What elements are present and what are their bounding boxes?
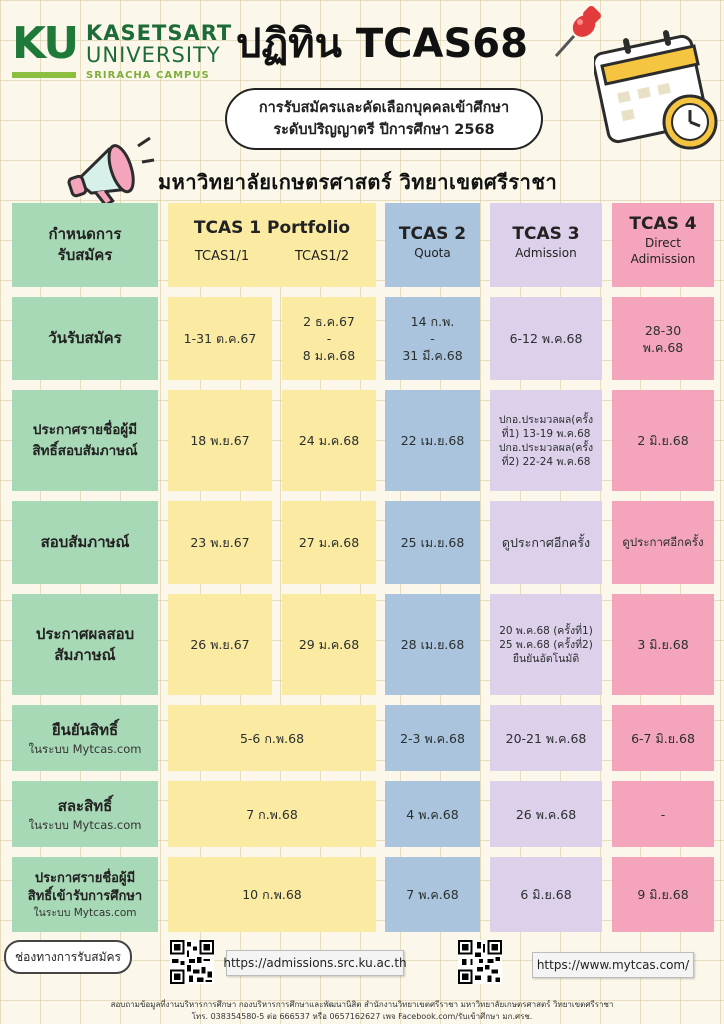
- cell-interview-result-tcas12: [282, 594, 376, 695]
- cell-value: 24 ม.ค.68: [298, 433, 360, 448]
- header-tcas2-sub: Quota: [414, 246, 451, 260]
- row-label-text: สัมภาษณ์: [54, 645, 116, 664]
- cell-waive-tcas1: [168, 781, 376, 847]
- row-label-text: ประกาศรายชื่อผู้มี: [32, 421, 138, 438]
- cell-interview-result-tcas4: [612, 594, 714, 695]
- cell-value: 6-7 มิ.ย.68: [631, 730, 695, 746]
- cell-final-list-tcas2: [385, 857, 480, 932]
- footer-line1: สอบถามข้อมูลที่งานบริหารการศึกษา กองบริหารการศึกษาและพัฒนานิสิต สำนักงานวิทยาเขตศรีราชา มหาวิทยาลัยเกษตรศาสตร์ วิทยาเขตศรีราชา: [110, 1000, 614, 1009]
- cell-value: ที่2) 22-24 พ.ค.68: [501, 455, 591, 468]
- cell-value: -: [660, 806, 666, 822]
- cell-value: 2 มิ.ย.68: [637, 433, 689, 448]
- header-label-line2: รับสมัคร: [57, 246, 113, 264]
- row-label-interview-list: [12, 390, 158, 491]
- row-label-sub: ในระบบ Mytcas.com: [33, 906, 137, 919]
- calendar-clock-icon: [594, 26, 720, 154]
- row-label-waive: [12, 781, 158, 847]
- logo-mark: KU: [12, 18, 78, 69]
- cell-value: 18 พ.ย.67: [190, 433, 250, 448]
- header-tcas4-sub2: Adimission: [630, 252, 696, 266]
- header-label-line1: กำหนดการ: [48, 225, 122, 243]
- row-label-confirm: [12, 705, 158, 771]
- cell-confirm-tcas4: [612, 705, 714, 771]
- qr-code-icon: [170, 940, 214, 984]
- row-label-sub: ในระบบ Mytcas.com: [28, 741, 142, 756]
- row-label-text: ประกาศรายชื่อผู้มี: [34, 870, 136, 886]
- header-tcas3-sub: Admission: [515, 246, 577, 260]
- cell-value: 9 มิ.ย.68: [637, 887, 689, 902]
- cell-value: 6 มิ.ย.68: [520, 887, 572, 902]
- cell-interview-list-tcas2: [385, 390, 480, 491]
- subtitle-box: [225, 88, 543, 150]
- cell-value: ที่1) 13-19 พ.ค.68: [501, 427, 591, 440]
- logo-campus: SRIRACHA CAMPUS: [86, 70, 210, 81]
- cell-value: 22 เม.ย.68: [400, 433, 465, 448]
- cell-interview-result-tcas2: [385, 594, 480, 695]
- cell-interview-tcas4: [612, 501, 714, 584]
- cell-confirm-tcas2: [385, 705, 480, 771]
- cell-value: 6-12 พ.ค.68: [509, 331, 583, 346]
- header-tcas1-sub2: TCAS1/2: [294, 249, 350, 264]
- footer-line2: โทร. 038354580-5 ต่อ 666537 หรือ 0657162627 เพจ Facebook.com/รับเข้าศึกษา มก.ศรช.: [191, 1012, 533, 1021]
- logo-bar: [12, 72, 76, 78]
- header-tcas4-title: TCAS 4: [629, 214, 697, 234]
- cell-value: 10 ก.พ.68: [242, 887, 302, 902]
- row-label-final-list: [12, 857, 158, 932]
- admissions-url-link[interactable]: https://admissions.src.ku.ac.th: [226, 950, 404, 976]
- subtitle-line2: ระดับปริญญาตรี ปีการศึกษา 2568: [273, 122, 495, 138]
- cell-final-list-tcas4: [612, 857, 714, 932]
- page-title: ปฏิทิน TCAS68: [236, 21, 528, 67]
- cell-value: ดูประกาศอีกครั้ง: [622, 535, 704, 549]
- cell-value: 2-3 พ.ค.68: [400, 730, 465, 746]
- cell-confirm-tcas1: [168, 705, 376, 771]
- cell-waive-tcas4: [612, 781, 714, 847]
- row-label-text: สอบสัมภาษณ์: [40, 533, 130, 551]
- qr-code-icon: [458, 940, 502, 984]
- header-tcas3-title: TCAS 3: [512, 224, 580, 244]
- cell-interview-list-tcas4: [612, 390, 714, 491]
- cell-waive-tcas2: [385, 781, 480, 847]
- cell-value: 20-21 พ.ค.68: [505, 730, 587, 746]
- header-tcas2-title: TCAS 2: [398, 224, 467, 244]
- row-label-interview: [12, 501, 158, 584]
- row-label-apply: [12, 297, 158, 380]
- cell-value: 5-6 ก.พ.68: [239, 730, 305, 746]
- cell-value: 7 พ.ค.68: [406, 887, 459, 902]
- cell-value: 28-30: [644, 322, 682, 338]
- cell-value: 25 เม.ย.68: [400, 535, 465, 550]
- row-label-text: สิทธิ์สอบสัมภาษณ์: [32, 442, 138, 459]
- subtitle-line1: การรับสมัครและคัดเลือกบุคคลเข้าศึกษา: [258, 100, 510, 116]
- cell-interview-tcas11: [168, 501, 272, 584]
- cell-value: 28 เม.ย.68: [400, 637, 465, 652]
- university-name: มหาวิทยาลัยเกษตรศาสตร์ วิทยาเขตศรีราชา: [158, 170, 558, 194]
- cell-value: 26 พ.ค.68: [515, 806, 577, 822]
- cell-value: พ.ค.68: [642, 339, 684, 355]
- cell-value: 23 พ.ย.67: [190, 535, 250, 550]
- cell-interview-tcas2: [385, 501, 480, 584]
- cell-value: ยืนยันอัตโนมัติ: [512, 652, 580, 665]
- cell-value: 8 ม.ค.68: [302, 348, 356, 363]
- cell-final-list-tcas3: [490, 857, 602, 932]
- header-tcas1-title: TCAS 1 Portfolio: [193, 218, 351, 238]
- cell-apply-tcas4: [612, 297, 714, 380]
- row-label-text: สิทธิ์เข้ารับการศึกษา: [27, 888, 143, 904]
- logo-name-line2: UNIVERSITY: [86, 43, 221, 67]
- cell-interview-tcas12: [282, 501, 376, 584]
- cell-value: 14 ก.พ.: [410, 314, 455, 329]
- row-label-text: สละสิทธิ์: [57, 796, 113, 815]
- cell-value: 2 ธ.ค.67: [303, 314, 355, 329]
- header-tcas1-cell: [168, 203, 376, 287]
- cell-final-list-tcas1: [168, 857, 376, 932]
- cell-interview-result-tcas11: [168, 594, 272, 695]
- cell-apply-tcas3: [490, 297, 602, 380]
- cell-value: 26 พ.ย.67: [190, 637, 250, 652]
- cell-value: 31 มี.ค.68: [402, 348, 463, 363]
- cell-interview-tcas3: [490, 501, 602, 584]
- header-tcas3-cell: [490, 203, 602, 287]
- cell-value: 1-31 ต.ค.67: [183, 331, 257, 346]
- cell-interview-list-tcas3: [490, 390, 602, 491]
- cell-confirm-tcas3: [490, 705, 602, 771]
- cell-value: ดูประกาศอีกครั้ง: [501, 535, 591, 550]
- header-tcas4-cell: [612, 203, 714, 287]
- channels-label: ช่องทางการรับสมัคร: [4, 940, 132, 974]
- header-tcas1-sub1: TCAS1/1: [194, 249, 250, 264]
- cell-value: 20 พ.ค.68 (ครั้งที่1): [499, 624, 593, 637]
- cell-value: 25 พ.ค.68 (ครั้งที่2): [499, 638, 593, 651]
- cell-value: ปกอ.ประมวลผล(ครั้ง: [498, 413, 594, 426]
- cell-apply-tcas2: [385, 297, 480, 380]
- cell-interview-result-tcas3: [490, 594, 602, 695]
- row-label-interview-result: [12, 594, 158, 695]
- cell-value: 27 ม.ค.68: [298, 535, 360, 550]
- mytcas-url-link[interactable]: https://www.mytcas.com/: [532, 952, 694, 978]
- cell-interview-list-tcas11: [168, 390, 272, 491]
- cell-apply-tcas11: [168, 297, 272, 380]
- header-tcas4-sub1: Direct: [645, 236, 681, 250]
- logo-name-line1: KASETSART: [86, 21, 233, 45]
- cell-apply-tcas12: [282, 297, 376, 380]
- row-label-text: ประกาศผลสอบ: [35, 624, 135, 643]
- cell-value: 3 มิ.ย.68: [637, 637, 689, 652]
- cell-value: -: [326, 331, 332, 346]
- cell-value: 7 ก.พ.68: [246, 806, 298, 822]
- cell-value: ปกอ.ประมวลผล(ครั้ง: [498, 441, 594, 454]
- row-label-sub: ในระบบ Mytcas.com: [28, 817, 142, 832]
- header-label-cell: [12, 203, 158, 287]
- megaphone-icon: [66, 136, 156, 210]
- cell-value: 29 ม.ค.68: [298, 637, 360, 652]
- cell-value: -: [430, 331, 435, 346]
- header-tcas2-cell: [385, 203, 480, 287]
- cell-waive-tcas3: [490, 781, 602, 847]
- cell-value: 4 พ.ค.68: [406, 806, 459, 822]
- row-label-text: ยืนยันสิทธิ์: [51, 720, 119, 739]
- row-label-text: วันรับสมัคร: [48, 329, 122, 347]
- cell-interview-list-tcas12: [282, 390, 376, 491]
